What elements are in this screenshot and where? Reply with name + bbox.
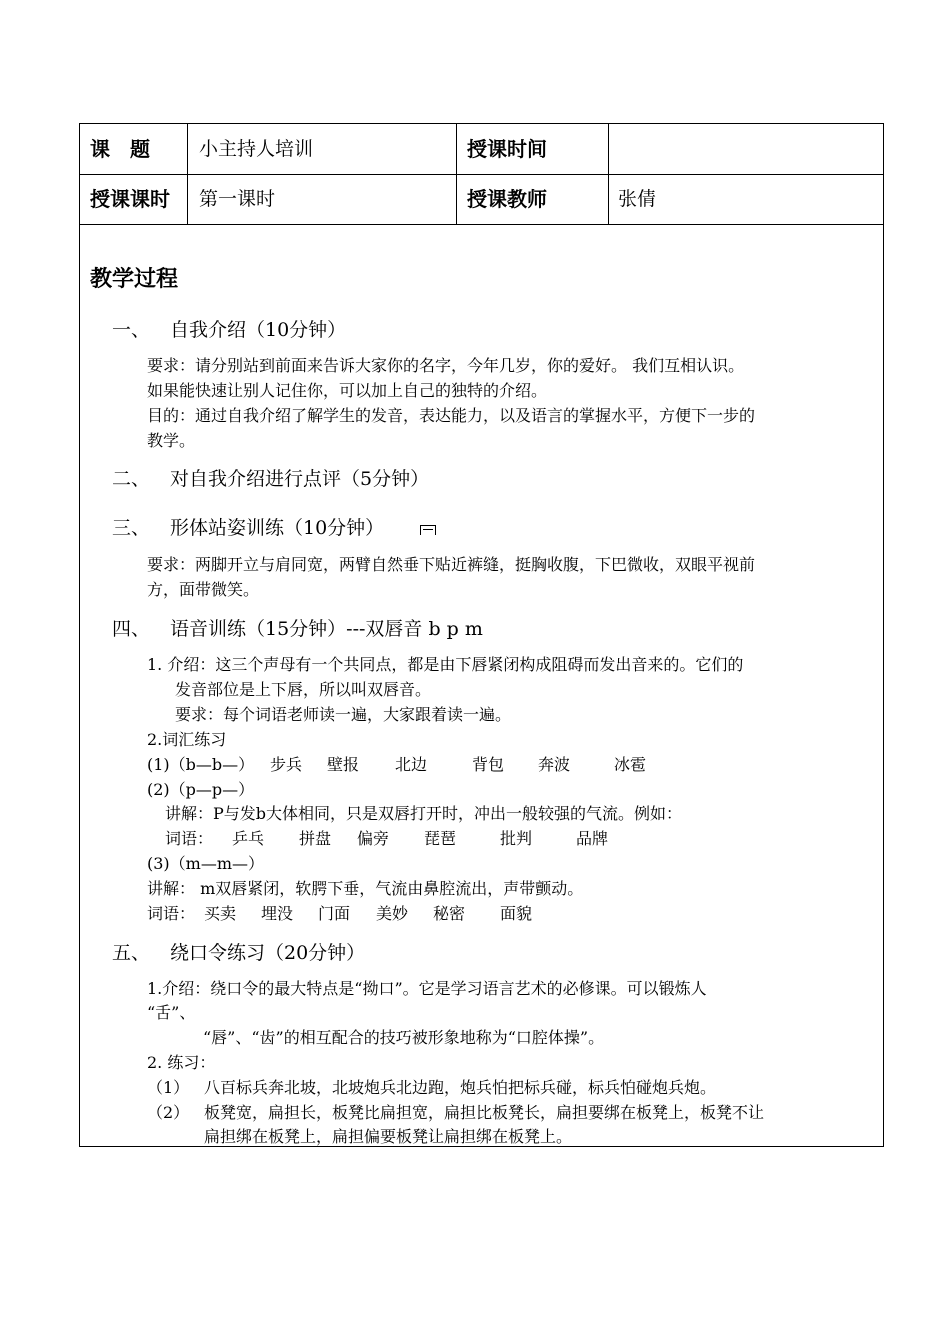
teacher-label: 授课教师 [467,187,547,211]
vocab-word: 美妙 [376,904,409,923]
vocab-word: 琵琶 [424,829,457,848]
vocab-word: 奔波 [538,755,571,774]
text-line: “舌”、 [147,1003,196,1022]
body-title: 教学过程 [90,267,179,292]
p-explain: 讲解：P与发b大体相同，只是双唇打开时，冲出一般较强的气流。例如： [165,804,683,823]
vocab-word: 北边 [395,755,428,774]
column-divider [187,124,188,224]
section-heading: 对自我介绍进行点评（5分钟） [170,468,430,490]
practice-title: 2. 练习： [147,1053,216,1072]
header-row-2 [80,174,883,225]
text-line: 发音部位是上下唇，所以叫双唇音。 [175,680,432,699]
vocab-word: 步兵 [270,755,303,774]
period-label: 授课课时 [90,187,170,211]
text-line: 1. 介绍：这三个声母有一个共同点，都是由下唇紧闭构成阻碍而发出音来的。它们的 [147,655,744,674]
column-divider [456,124,457,224]
vocab-word: 冰雹 [614,755,647,774]
text-line: 方，面带微笑。 [147,580,260,599]
teacher-value: 张倩 [618,188,657,210]
practice-text: 板凳宽，扁担长，板凳比扁担宽，扁担比板凳长，扁担要绑在板凳上，板凳不让 [204,1103,765,1122]
vocab-word: 面貌 [500,904,533,923]
practice-text: 扁担绑在板凳上，扁担偏要板凳让扁担绑在板凳上。 [204,1127,573,1146]
section-number: 二、 [112,468,151,490]
section-number: 一、 [112,319,151,341]
period-value: 第一课时 [199,188,276,210]
section-heading: 语音训练（15分钟）---双唇音 b p m [170,618,483,640]
text-line: “唇”、“齿”的相互配合的技巧被形象地称为“口腔体操”。 [203,1028,605,1047]
text-line: 教学。 [147,431,196,450]
p-label: (2)（p—p—） [147,780,255,799]
vocab-title: 2.词汇练习 [147,730,227,749]
header-row-1 [80,124,883,175]
subject-value: 小主持人培训 [199,138,314,160]
time-label: 授课时间 [467,137,547,161]
text-line: 要求：两脚开立与肩同宽，两臂自然垂下贴近裤缝，挺胸收腹，下巴微收，双眼平视前 [147,555,756,574]
b-label: (1)（b—b—） [147,755,255,774]
section-heading: 自我介绍（10分钟） [170,319,347,341]
vocab-word: 乒乓 [232,829,265,848]
anchor-mark-icon [420,525,436,535]
section-number: 五、 [112,942,151,964]
vocab-word: 埋没 [261,904,294,923]
text-line: 要求：请分别站到前面来告诉大家你的名字，今年几岁，你的爱好。 我们互相认识。 [147,356,745,375]
m-explain: 讲解： m双唇紧闭，软腭下垂，气流由鼻腔流出，声带颤动。 [147,879,584,898]
text-line: 要求：每个词语老师读一遍，大家跟着读一遍。 [175,705,512,724]
text-line: 1.介绍：绕口令的最大特点是“拗口”。它是学习语言艺术的必修课。可以锻炼人 [147,979,707,998]
m-words-label: 词语： [147,904,196,923]
text-line: 目的：通过自我介绍了解学生的发音，表达能力，以及语言的掌握水平，方便下一步的 [147,406,756,425]
vocab-word: 买卖 [204,904,237,923]
section-number: 四、 [112,618,151,640]
vocab-word: 秘密 [433,904,466,923]
vocab-word: 壁报 [327,755,360,774]
vocab-word: 批判 [500,829,533,848]
column-divider [608,124,609,224]
vocab-word: 拼盘 [299,829,332,848]
vocab-word: 品牌 [576,829,609,848]
vocab-word: 偏旁 [357,829,390,848]
text-line: 如果能快速让别人记住你，可以加上自己的独特的介绍。 [147,381,548,400]
vocab-word: 门面 [318,904,351,923]
subject-label: 课 题 [90,137,150,161]
vocab-word: 背包 [472,755,505,774]
practice-number: （2） [147,1103,190,1122]
practice-number: （1） [147,1078,190,1097]
m-label: (3)（m—m—） [147,854,265,873]
practice-text: 八百标兵奔北坡，北坡炮兵北边跑，炮兵怕把标兵碰，标兵怕碰炮兵炮。 [204,1078,717,1097]
section-heading: 绕口令练习（20分钟） [170,942,366,964]
section-heading: 形体站姿训练（10分钟） [170,517,385,539]
p-words-label: 词语： [165,829,214,848]
section-number: 三、 [112,517,151,539]
